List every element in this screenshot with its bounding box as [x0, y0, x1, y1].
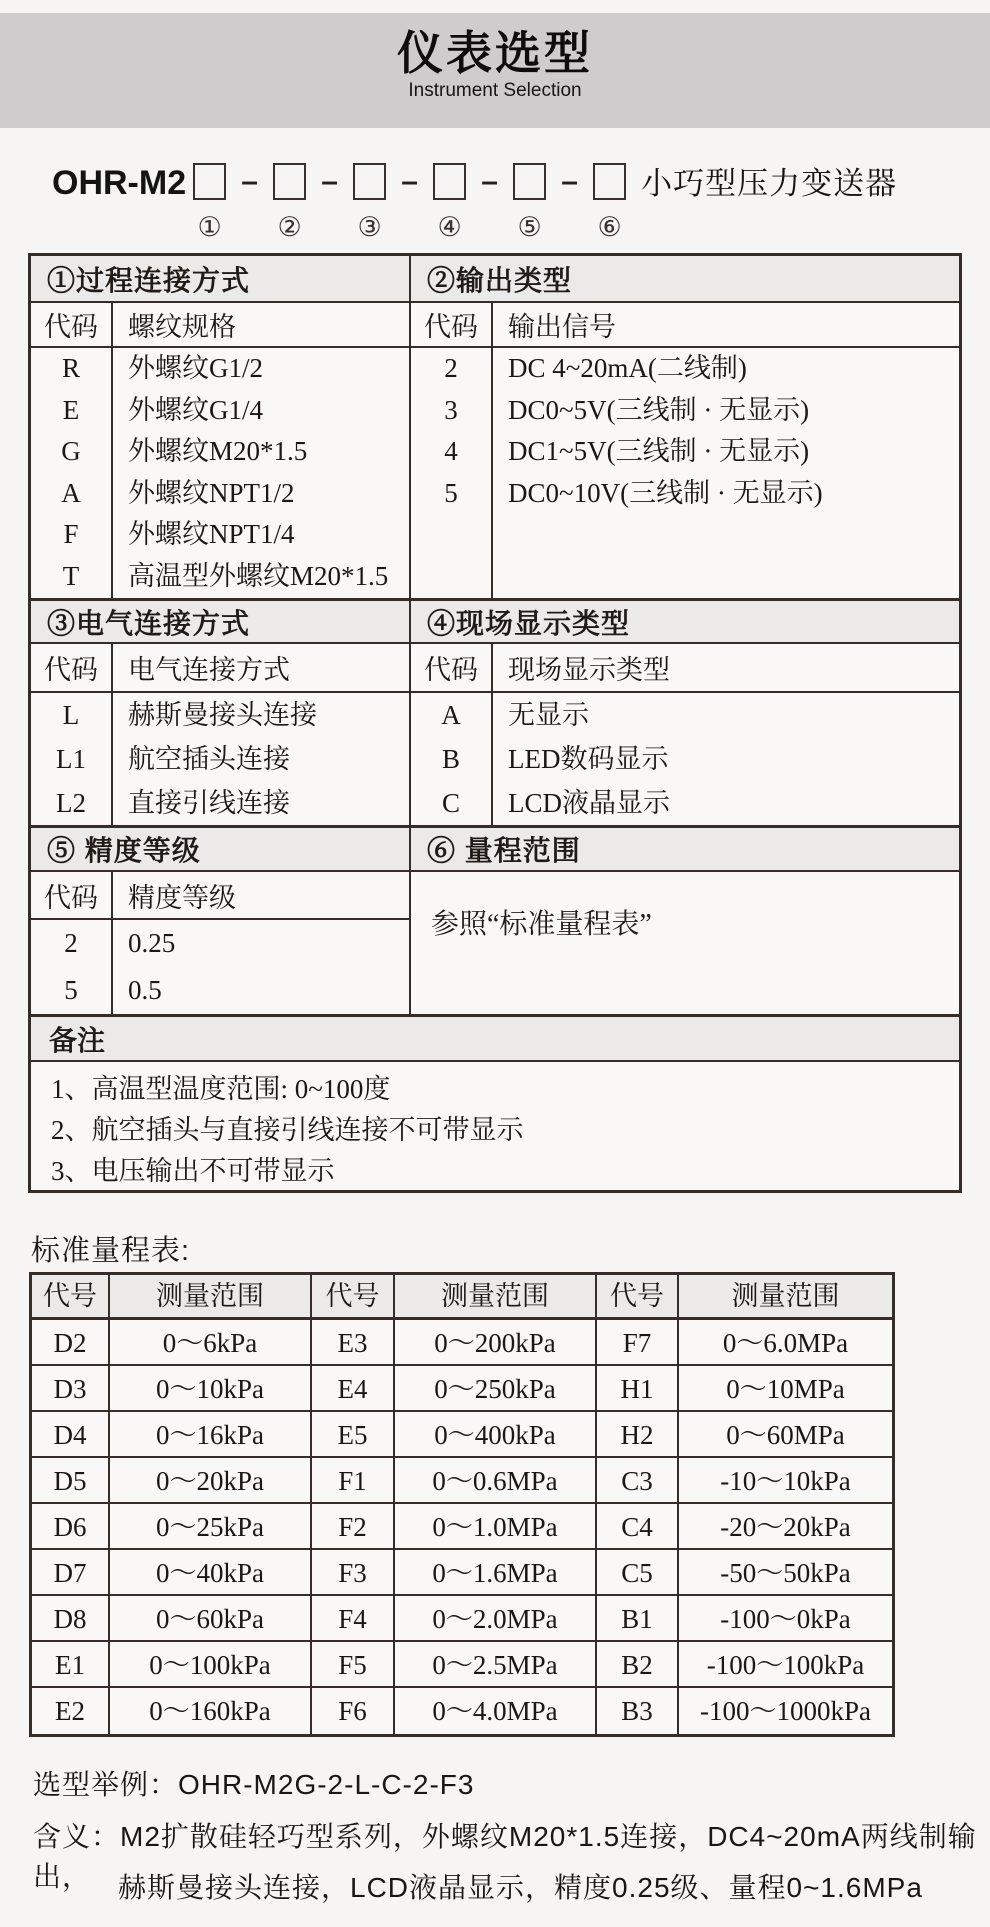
page-subtitle: Instrument Selection: [408, 80, 582, 101]
value-cell: DC 4~20mA(二线制): [508, 353, 747, 383]
section-5-column-headers: [31, 872, 409, 920]
range-code-cell: F5: [312, 1642, 395, 1688]
range-value-cell: 0～4.0MPa: [395, 1688, 597, 1734]
slot-number-1: ①: [197, 212, 222, 242]
range-value-cell: -20～20kPa: [679, 1504, 892, 1550]
section-1-data: [31, 348, 409, 598]
code-cell: L1: [56, 744, 86, 774]
dash-separator: –: [321, 165, 338, 198]
table-row: [32, 1412, 892, 1458]
value-cell: 外螺纹NPT1/2: [128, 477, 295, 508]
value-list: [493, 348, 959, 598]
page-title: 仪表选型: [397, 27, 593, 79]
slot-number-4: ④: [437, 212, 462, 242]
code-column-header: 代码: [31, 303, 113, 346]
page-banner: [0, 13, 990, 128]
slot-number-2: ②: [277, 212, 302, 242]
standard-range-table: [29, 1272, 895, 1737]
code-box-2: [273, 163, 306, 200]
table-row: [32, 1550, 892, 1596]
code-box-4: [433, 163, 466, 200]
remark-item: 1、高温型温度范围: 0~100度: [51, 1074, 391, 1104]
section-1-column-headers: [31, 303, 409, 348]
code-column-header: 代码: [31, 872, 113, 918]
range-table-header-cell: 代号: [597, 1275, 679, 1317]
range-value-cell: 0～400kPa: [395, 1412, 597, 1458]
range-code-cell: C4: [597, 1504, 679, 1550]
dash-separator: –: [241, 165, 258, 198]
value-cell: 0.5: [128, 975, 162, 1005]
table-row: [32, 1366, 892, 1412]
dash-separator: –: [401, 165, 418, 198]
range-value-cell: 0～20kPa: [110, 1458, 312, 1504]
section-6-title: ⑥ 量程范围: [411, 828, 959, 872]
selection-table: [28, 253, 962, 1193]
code-column-header: 代码: [31, 644, 113, 691]
model-prefix: OHR-M2: [52, 164, 187, 202]
value-column-header: 电气连接方式: [128, 655, 290, 685]
range-value-cell: 0～60kPa: [110, 1596, 312, 1642]
section-2-column-headers: [411, 303, 959, 348]
code-cell: 2: [444, 353, 458, 383]
range-code-cell: E3: [312, 1320, 395, 1366]
band-3: [31, 825, 959, 1014]
remark-title: 备注: [31, 1017, 959, 1062]
code-cell: A: [61, 477, 81, 508]
section-3-title: ③电气连接方式: [31, 601, 409, 644]
range-code-cell: F7: [597, 1320, 679, 1366]
code-cell: 5: [64, 975, 78, 1005]
range-code-cell: D8: [32, 1596, 110, 1642]
band-1: [31, 256, 959, 598]
range-code-cell: D7: [32, 1550, 110, 1596]
range-code-cell: D2: [32, 1320, 110, 1366]
value-cell: 外螺纹M20*1.5: [128, 436, 308, 466]
range-code-cell: B2: [597, 1642, 679, 1688]
range-value-cell: 0～200kPa: [395, 1320, 597, 1366]
code-list: [31, 920, 113, 1014]
model-slot-5: [513, 163, 546, 242]
range-value-cell: -100～0kPa: [679, 1596, 892, 1642]
range-value-cell: 0～1.0MPa: [395, 1504, 597, 1550]
range-value-cell: 0～60MPa: [679, 1412, 892, 1458]
range-code-cell: C5: [597, 1550, 679, 1596]
range-code-cell: H1: [597, 1366, 679, 1412]
range-table-label: 标准量程表:: [31, 1235, 191, 1267]
range-reference-note: 参照“标准量程表”: [431, 909, 652, 940]
section-accuracy-class: [31, 828, 411, 1014]
range-code-cell: F2: [312, 1504, 395, 1550]
code-cell: L2: [56, 788, 86, 818]
value-column-header: 螺纹规格: [128, 312, 236, 342]
code-cell: 5: [444, 477, 458, 508]
range-value-cell: -100～1000kPa: [700, 1696, 871, 1726]
value-cell: 航空插头连接: [128, 744, 290, 774]
section-4-column-headers: [411, 644, 959, 693]
meaning-line-1: 含义：M2扩散硅轻巧型系列，外螺纹M20*1.5连接，DC4~20mA两线制输出，: [33, 1821, 977, 1892]
value-cell: 无显示: [508, 700, 589, 730]
table-row: [32, 1596, 892, 1642]
remark-item: 3、电压输出不可带显示: [51, 1156, 335, 1186]
value-cell: DC1~5V(三线制 · 无显示): [508, 436, 810, 466]
selection-example: 选型举例：OHR-M2G-2-L-C-2-F3: [33, 1769, 475, 1800]
section-3-column-headers: [31, 644, 409, 693]
range-table-header-cell: 测量范围: [395, 1275, 597, 1317]
range-value-cell: -100～100kPa: [679, 1642, 892, 1688]
value-list: [113, 920, 409, 1014]
section-measuring-range: [411, 828, 959, 1014]
model-code-row: [52, 163, 897, 242]
section-4-data: [411, 693, 959, 825]
value-cell: 外螺纹G1/2: [128, 353, 263, 383]
slot-number-6: ⑥: [597, 212, 622, 242]
range-value-cell: 0～0.6MPa: [395, 1458, 597, 1504]
section-2-data: [411, 348, 959, 598]
value-cell: LCD液晶显示: [508, 788, 670, 818]
dash-separator: –: [481, 165, 498, 198]
code-list: [411, 693, 493, 825]
range-value-cell: 0～10MPa: [679, 1366, 892, 1412]
range-code-cell: F1: [312, 1458, 395, 1504]
range-code-cell: F3: [312, 1550, 395, 1596]
value-column-header: 输出信号: [508, 312, 616, 342]
range-value-cell: 0～2.0MPa: [395, 1596, 597, 1642]
value-column-header: 现场显示类型: [508, 655, 670, 685]
range-value-cell: 0～160kPa: [110, 1688, 312, 1734]
range-code-cell: F6: [312, 1688, 395, 1734]
section-process-connection: [31, 256, 411, 598]
range-code-cell: E2: [32, 1688, 110, 1734]
code-box-6: [593, 163, 626, 200]
section-5-title: ⑤ 精度等级: [31, 828, 409, 872]
code-cell: T: [62, 560, 80, 591]
code-cell: R: [61, 353, 80, 383]
range-code-cell: D4: [32, 1412, 110, 1458]
remark-list: [31, 1062, 959, 1190]
code-cell: 4: [444, 436, 458, 466]
range-value-cell: 0～40kPa: [110, 1550, 312, 1596]
range-code-cell: F4: [312, 1596, 395, 1642]
model-slot-2: [273, 163, 306, 242]
range-value-cell: 0～1.6MPa: [395, 1550, 597, 1596]
section-output-type: [411, 256, 959, 598]
section-1-title: ①过程连接方式: [31, 256, 409, 303]
range-code-cell: D5: [32, 1458, 110, 1504]
code-box-5: [513, 163, 546, 200]
range-value-cell: -50～50kPa: [679, 1550, 892, 1596]
meaning-line-2: 赫斯曼接头连接，LCD液晶显示，精度0.25级、量程0~1.6MPa: [118, 1872, 923, 1903]
table-row: [32, 1688, 892, 1734]
range-value-cell: 0～6.0MPa: [679, 1320, 892, 1366]
remark-section: [31, 1014, 959, 1190]
value-column-header: 精度等级: [128, 882, 236, 913]
range-value-cell: 0～25kPa: [110, 1504, 312, 1550]
dash-separator: –: [561, 165, 578, 198]
slot-number-3: ③: [357, 212, 382, 242]
range-table-header-cell: 测量范围: [110, 1275, 312, 1317]
code-cell: G: [61, 436, 81, 466]
code-list: [411, 348, 493, 598]
range-value-cell: 0～6kPa: [110, 1320, 312, 1366]
range-value-cell: 0～16kPa: [110, 1412, 312, 1458]
range-value-cell: 0～10kPa: [110, 1366, 312, 1412]
model-slot-6: [593, 163, 626, 242]
range-code-cell: E4: [312, 1366, 395, 1412]
value-cell: 直接引线连接: [128, 788, 290, 818]
code-cell: B: [441, 744, 460, 774]
code-cell: C: [441, 788, 460, 818]
remark-item: 2、航空插头与直接引线连接不可带显示: [51, 1115, 524, 1145]
value-cell: 赫斯曼接头连接: [128, 700, 317, 730]
range-code-cell: E5: [312, 1412, 395, 1458]
range-code-cell: B3: [597, 1688, 679, 1734]
value-cell: DC0~10V(三线制 · 无显示): [508, 477, 823, 508]
range-code-cell: H2: [597, 1412, 679, 1458]
value-cell: 高温型外螺纹M20*1.5: [128, 560, 389, 591]
code-cell: 3: [444, 394, 458, 425]
value-list: [113, 348, 409, 598]
model-slot-1: [193, 163, 226, 242]
section-5-data: [31, 920, 409, 1014]
section-3-data: [31, 693, 409, 825]
range-table-header-cell: 测量范围: [731, 1281, 840, 1311]
code-column-header: 代码: [411, 303, 493, 346]
range-table-header-row: [32, 1275, 892, 1320]
range-code-cell: C3: [597, 1458, 679, 1504]
range-value-cell: 0～100kPa: [110, 1642, 312, 1688]
value-cell: LED数码显示: [508, 744, 669, 774]
code-box-1: [193, 163, 226, 200]
code-list: [31, 348, 113, 598]
range-table-header-cell: 代号: [312, 1275, 395, 1317]
range-value-cell: 0～2.5MPa: [395, 1642, 597, 1688]
model-slot-4: [433, 163, 466, 242]
table-row: [32, 1642, 892, 1688]
code-cell: L: [62, 700, 80, 730]
value-cell: DC0~5V(三线制 · 无显示): [508, 394, 810, 425]
section-4-title: ④现场显示类型: [411, 601, 959, 644]
value-list: [493, 693, 959, 825]
code-cell: F: [63, 519, 79, 549]
code-cell: A: [441, 700, 461, 730]
code-cell: E: [62, 394, 80, 425]
code-list: [31, 693, 113, 825]
value-list: [113, 693, 409, 825]
value-cell: 0.25: [128, 928, 176, 958]
range-table-body: [32, 1320, 892, 1734]
table-row: [32, 1504, 892, 1550]
code-box-3: [353, 163, 386, 200]
section-2-title: ②输出类型: [411, 256, 959, 303]
range-code-cell: B1: [597, 1596, 679, 1642]
range-value-cell: 0～250kPa: [395, 1366, 597, 1412]
section-display-type: [411, 601, 959, 825]
model-slot-3: [353, 163, 386, 242]
section-electrical-connection: [31, 601, 411, 825]
range-code-cell: D3: [32, 1366, 110, 1412]
code-column-header: 代码: [411, 644, 493, 691]
range-code-cell: E1: [32, 1642, 110, 1688]
range-code-cell: D6: [32, 1504, 110, 1550]
range-value-cell: -10～10kPa: [679, 1458, 892, 1504]
table-row: [32, 1320, 892, 1366]
value-cell: 外螺纹G1/4: [128, 394, 263, 425]
code-cell: 2: [64, 928, 78, 958]
range-table-header-cell: 代号: [32, 1275, 110, 1317]
value-cell: 外螺纹NPT1/4: [128, 519, 295, 549]
table-row: [32, 1458, 892, 1504]
slot-number-5: ⑤: [517, 212, 542, 242]
product-name: 小巧型压力变送器: [641, 166, 898, 201]
band-2: [31, 598, 959, 825]
